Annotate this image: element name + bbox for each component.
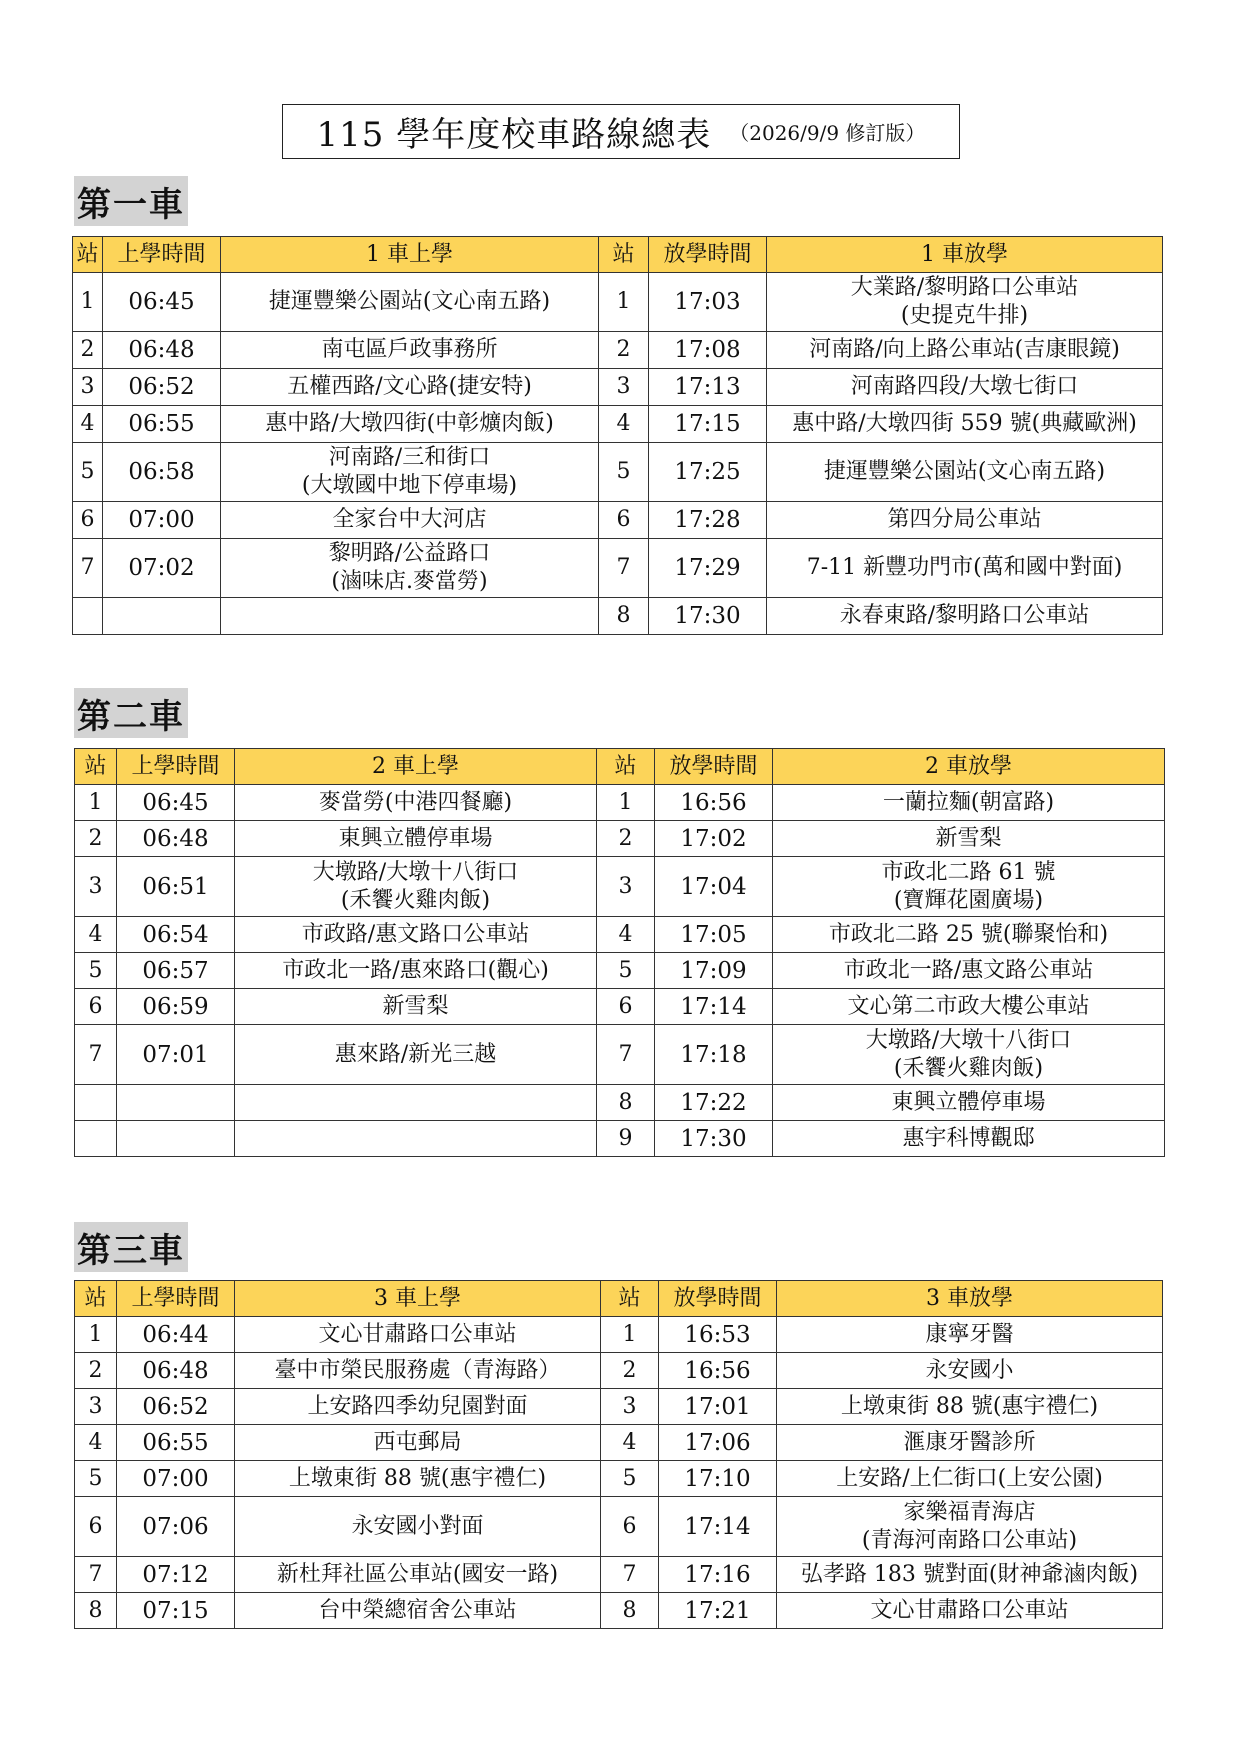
am-departure-time bbox=[117, 1121, 235, 1157]
bus-2-schedule-table bbox=[74, 748, 1165, 1157]
pm-stop-number: 5 bbox=[597, 953, 655, 989]
am-departure-time: 06:59 bbox=[117, 989, 235, 1025]
am-departure-time: 06:45 bbox=[117, 785, 235, 821]
am-departure-time: 07:00 bbox=[103, 502, 221, 539]
pm-stop-number: 4 bbox=[597, 917, 655, 953]
pm-stop-number: 5 bbox=[601, 1461, 659, 1497]
pm-departure-time: 17:01 bbox=[659, 1389, 777, 1425]
stop-name-line: 市政北一路/惠來路口(觀心) bbox=[282, 957, 549, 983]
stop-name-line: 黎明路/公益路口 bbox=[328, 541, 491, 566]
stop-name-line: 上安路四季幼兒園對面 bbox=[307, 1393, 528, 1419]
pm-stop-number: 2 bbox=[597, 821, 655, 857]
am-stop-number: 5 bbox=[75, 1461, 117, 1497]
pm-stop-number: 7 bbox=[599, 539, 649, 598]
document-title-box bbox=[282, 104, 960, 159]
table-row bbox=[73, 406, 1163, 443]
pm-stop-name bbox=[777, 1317, 1163, 1353]
am-departure-time: 06:48 bbox=[117, 1353, 235, 1389]
am-stop-name bbox=[235, 1121, 597, 1157]
station-header: 站 bbox=[73, 237, 103, 273]
pm-stop-name bbox=[767, 443, 1163, 502]
am-stop-name bbox=[235, 821, 597, 857]
stop-name-line: 台中榮總宿舍公車站 bbox=[318, 1597, 517, 1623]
am-stop-number: 6 bbox=[73, 502, 103, 539]
stop-name-line: 東興立體停車場 bbox=[891, 1089, 1046, 1115]
am-departure-time: 07:01 bbox=[117, 1025, 235, 1085]
am-departure-time: 06:51 bbox=[117, 857, 235, 917]
am-departure-time: 06:44 bbox=[117, 1317, 235, 1353]
pm-stop-number: 2 bbox=[599, 332, 649, 369]
pm-departure-time: 16:56 bbox=[655, 785, 773, 821]
station-header: 站 bbox=[75, 749, 117, 785]
am-stop-number bbox=[75, 1121, 117, 1157]
stop-name-line: 市政路/惠文路口公車站 bbox=[301, 921, 530, 947]
pm-stop-name bbox=[777, 1353, 1163, 1389]
table-row bbox=[75, 917, 1165, 953]
header-row bbox=[75, 749, 1165, 785]
pm-stop-number: 8 bbox=[601, 1593, 659, 1629]
pm-stop-number: 3 bbox=[601, 1389, 659, 1425]
am-departure-time: 06:52 bbox=[117, 1389, 235, 1425]
am-stop-number: 7 bbox=[75, 1557, 117, 1593]
am-departure-time: 07:15 bbox=[117, 1593, 235, 1629]
am-stop-name bbox=[221, 332, 599, 369]
pm-stop-number: 1 bbox=[599, 273, 649, 332]
revision-note: （2026/9/9 修訂版） bbox=[729, 121, 926, 145]
bus-3-label: 第三車 bbox=[74, 1222, 188, 1272]
pm-departure-time: 17:28 bbox=[649, 502, 767, 539]
stop-name-line: 一蘭拉麵(朝富路) bbox=[882, 789, 1055, 815]
bus-2-label: 第二車 bbox=[74, 688, 188, 738]
pm-departure-time: 17:30 bbox=[655, 1121, 773, 1157]
pm-stop-number: 8 bbox=[599, 598, 649, 635]
am-stop-number bbox=[73, 598, 103, 635]
stop-name-line: 捷運豐樂公園站(文心南五路) bbox=[823, 459, 1106, 484]
am-stop-number: 1 bbox=[75, 1317, 117, 1353]
am-stop-number: 2 bbox=[75, 1353, 117, 1389]
stop-name-line: 東興立體停車場 bbox=[338, 825, 493, 851]
am-stop-name bbox=[221, 598, 599, 635]
am-stop-name bbox=[235, 1461, 601, 1497]
stop-name-line: 新杜拜社區公車站(國安一路) bbox=[276, 1561, 559, 1587]
stop-name-line: 惠來路/新光三越 bbox=[334, 1041, 497, 1067]
am-departure-time: 06:54 bbox=[117, 917, 235, 953]
am-stop-number: 4 bbox=[73, 406, 103, 443]
table-row bbox=[75, 1353, 1163, 1389]
station-header: 站 bbox=[599, 237, 649, 273]
stop-name-line: (禾饗火雞肉飯) bbox=[340, 887, 491, 913]
pm-route-header: 2 車放學 bbox=[773, 749, 1165, 785]
pm-stop-number: 7 bbox=[597, 1025, 655, 1085]
pm-stop-name bbox=[773, 1085, 1165, 1121]
station-header: 站 bbox=[597, 749, 655, 785]
stop-name-line: (寶輝花園廣場) bbox=[893, 887, 1044, 913]
pm-stop-number: 7 bbox=[601, 1557, 659, 1593]
am-stop-number: 1 bbox=[75, 785, 117, 821]
am-stop-number: 3 bbox=[75, 1389, 117, 1425]
am-time-header: 上學時間 bbox=[103, 237, 221, 273]
pm-stop-name bbox=[773, 989, 1165, 1025]
stop-name-line: 永安國小對面 bbox=[351, 1513, 484, 1539]
am-stop-number: 2 bbox=[73, 332, 103, 369]
pm-stop-number: 2 bbox=[601, 1353, 659, 1389]
am-stop-number: 7 bbox=[73, 539, 103, 598]
pm-stop-number: 3 bbox=[597, 857, 655, 917]
pm-time-header: 放學時間 bbox=[655, 749, 773, 785]
am-stop-name bbox=[221, 273, 599, 332]
pm-departure-time: 17:30 bbox=[649, 598, 767, 635]
am-stop-number bbox=[75, 1085, 117, 1121]
stop-name-line: 永春東路/黎明路口公車站 bbox=[839, 603, 1090, 628]
am-departure-time: 06:57 bbox=[117, 953, 235, 989]
stop-name-line: 河南路/三和街口 bbox=[328, 445, 491, 470]
am-stop-number: 6 bbox=[75, 1497, 117, 1557]
pm-stop-name bbox=[767, 539, 1163, 598]
am-stop-number: 5 bbox=[73, 443, 103, 502]
stop-name-line: 康寧牙醫 bbox=[925, 1321, 1014, 1347]
am-stop-number: 5 bbox=[75, 953, 117, 989]
station-header: 站 bbox=[601, 1281, 659, 1317]
stop-name-line: 上安路/上仁街口(上安公園) bbox=[836, 1465, 1103, 1491]
stop-name-line: 滙康牙醫診所 bbox=[903, 1429, 1036, 1455]
am-stop-name bbox=[235, 1085, 597, 1121]
am-time-header: 上學時間 bbox=[117, 749, 235, 785]
am-departure-time: 07:00 bbox=[117, 1461, 235, 1497]
pm-departure-time: 17:16 bbox=[659, 1557, 777, 1593]
pm-departure-time: 17:03 bbox=[649, 273, 767, 332]
am-route-header: 3 車上學 bbox=[235, 1281, 601, 1317]
table-row bbox=[75, 857, 1165, 917]
am-stop-number: 7 bbox=[75, 1025, 117, 1085]
am-departure-time: 06:48 bbox=[117, 821, 235, 857]
pm-stop-number: 3 bbox=[599, 369, 649, 406]
am-stop-number: 3 bbox=[75, 857, 117, 917]
table-row bbox=[73, 539, 1163, 598]
pm-stop-name bbox=[777, 1593, 1163, 1629]
stop-name-line: 西屯郵局 bbox=[373, 1429, 462, 1455]
am-departure-time bbox=[103, 598, 221, 635]
pm-stop-name bbox=[767, 502, 1163, 539]
am-stop-number: 4 bbox=[75, 917, 117, 953]
table-row bbox=[73, 502, 1163, 539]
pm-stop-name bbox=[767, 598, 1163, 635]
am-stop-name bbox=[235, 1425, 601, 1461]
am-stop-name bbox=[235, 1497, 601, 1557]
am-departure-time: 06:55 bbox=[103, 406, 221, 443]
bus-1-label: 第一車 bbox=[74, 176, 188, 226]
am-stop-number: 6 bbox=[75, 989, 117, 1025]
am-stop-name bbox=[221, 406, 599, 443]
pm-stop-name bbox=[773, 953, 1165, 989]
table-row bbox=[75, 1317, 1163, 1353]
table-row bbox=[75, 953, 1165, 989]
am-stop-name bbox=[235, 857, 597, 917]
pm-stop-name bbox=[773, 1025, 1165, 1085]
stop-name-line: 文心甘肅路口公車站 bbox=[870, 1597, 1069, 1623]
stop-name-line: 家樂福青海店 bbox=[903, 1499, 1036, 1525]
pm-stop-number: 4 bbox=[599, 406, 649, 443]
stop-name-line: 惠宇科博觀邸 bbox=[902, 1125, 1035, 1151]
stop-name-line: (大墩國中地下停車場) bbox=[301, 473, 518, 498]
table-row bbox=[75, 1425, 1163, 1461]
table-row bbox=[73, 369, 1163, 406]
am-departure-time: 06:52 bbox=[103, 369, 221, 406]
am-departure-time: 06:55 bbox=[117, 1425, 235, 1461]
am-departure-time: 06:48 bbox=[103, 332, 221, 369]
stop-name-line: 南屯區戶政事務所 bbox=[321, 337, 498, 362]
am-stop-name bbox=[235, 1353, 601, 1389]
stop-name-line: 捷運豐樂公園站(文心南五路) bbox=[268, 289, 551, 314]
am-stop-name bbox=[235, 785, 597, 821]
header-row bbox=[73, 237, 1163, 273]
stop-name-line: 惠中路/大墩四街(中彰爌肉飯) bbox=[265, 411, 554, 436]
table-row bbox=[73, 273, 1163, 332]
am-time-header: 上學時間 bbox=[117, 1281, 235, 1317]
stop-name-line: 惠中路/大墩四街 559 號(典藏歐洲) bbox=[792, 411, 1137, 436]
pm-route-header: 1 車放學 bbox=[767, 237, 1163, 273]
stop-name-line: 市政北二路 25 號(聯聚怡和) bbox=[828, 921, 1109, 947]
stop-name-line: (史提克牛排) bbox=[900, 303, 1029, 328]
pm-departure-time: 17:14 bbox=[655, 989, 773, 1025]
table-row bbox=[75, 989, 1165, 1025]
pm-stop-name bbox=[773, 917, 1165, 953]
pm-departure-time: 17:22 bbox=[655, 1085, 773, 1121]
stop-name-line: 市政北一路/惠文路公車站 bbox=[843, 957, 1094, 983]
stop-name-line: 永安國小 bbox=[925, 1357, 1014, 1383]
am-stop-number: 2 bbox=[75, 821, 117, 857]
stop-name-line: 河南路四段/大墩七街口 bbox=[850, 374, 1079, 399]
pm-departure-time: 17:29 bbox=[649, 539, 767, 598]
am-stop-name bbox=[235, 1593, 601, 1629]
am-departure-time: 07:12 bbox=[117, 1557, 235, 1593]
pm-stop-number: 5 bbox=[599, 443, 649, 502]
pm-departure-time: 17:18 bbox=[655, 1025, 773, 1085]
stop-name-line: 大業路/黎明路口公車站 bbox=[850, 275, 1079, 300]
pm-stop-number: 6 bbox=[601, 1497, 659, 1557]
stop-name-line: 市政北二路 61 號 bbox=[881, 859, 1056, 885]
table-row bbox=[75, 1461, 1163, 1497]
am-departure-time bbox=[117, 1085, 235, 1121]
pm-stop-name bbox=[767, 273, 1163, 332]
stop-name-line: 臺中市榮民服務處（青海路） bbox=[274, 1357, 561, 1383]
stop-name-line: 上墩東街 88 號(惠宇禮仁) bbox=[840, 1393, 1099, 1419]
am-stop-name bbox=[221, 443, 599, 502]
am-stop-number: 8 bbox=[75, 1593, 117, 1629]
document-title: 115 學年度校車路線總表 bbox=[316, 115, 712, 155]
am-stop-name bbox=[221, 502, 599, 539]
table-row bbox=[75, 785, 1165, 821]
table-row bbox=[75, 1121, 1165, 1157]
am-stop-name bbox=[235, 917, 597, 953]
pm-stop-name bbox=[773, 785, 1165, 821]
bus-1-schedule-table bbox=[72, 236, 1163, 635]
pm-departure-time: 17:02 bbox=[655, 821, 773, 857]
am-route-header: 2 車上學 bbox=[235, 749, 597, 785]
am-stop-number: 4 bbox=[75, 1425, 117, 1461]
stop-name-line: 河南路/向上路公車站(吉康眼鏡) bbox=[809, 337, 1120, 362]
pm-departure-time: 17:05 bbox=[655, 917, 773, 953]
pm-departure-time: 17:08 bbox=[649, 332, 767, 369]
am-stop-name bbox=[221, 369, 599, 406]
am-stop-number: 1 bbox=[73, 273, 103, 332]
pm-route-header: 3 車放學 bbox=[777, 1281, 1163, 1317]
pm-stop-name bbox=[767, 406, 1163, 443]
table-row bbox=[75, 1593, 1163, 1629]
stop-name-line: (滷味店.麥當勞) bbox=[331, 569, 488, 594]
am-stop-name bbox=[235, 1557, 601, 1593]
pm-stop-name bbox=[773, 1121, 1165, 1157]
pm-stop-name bbox=[773, 857, 1165, 917]
pm-stop-number: 9 bbox=[597, 1121, 655, 1157]
stop-name-line: 大墩路/大墩十八街口 bbox=[312, 859, 519, 885]
pm-stop-name bbox=[777, 1461, 1163, 1497]
table-row bbox=[75, 1557, 1163, 1593]
table-row bbox=[75, 1085, 1165, 1121]
table-row bbox=[75, 1497, 1163, 1557]
pm-stop-name bbox=[777, 1389, 1163, 1425]
pm-departure-time: 17:13 bbox=[649, 369, 767, 406]
pm-stop-number: 1 bbox=[597, 785, 655, 821]
pm-stop-number: 8 bbox=[597, 1085, 655, 1121]
pm-departure-time: 17:15 bbox=[649, 406, 767, 443]
pm-stop-name bbox=[767, 332, 1163, 369]
stop-name-line: 大墩路/大墩十八街口 bbox=[865, 1027, 1072, 1053]
pm-departure-time: 17:21 bbox=[659, 1593, 777, 1629]
stop-name-line: 五權西路/文心路(捷安特) bbox=[287, 374, 532, 399]
pm-stop-name bbox=[777, 1557, 1163, 1593]
stop-name-line: 文心第二市政大樓公車站 bbox=[847, 993, 1090, 1019]
pm-departure-time: 17:09 bbox=[655, 953, 773, 989]
table-row bbox=[75, 1025, 1165, 1085]
stop-name-line: 新雪梨 bbox=[382, 993, 449, 1019]
pm-stop-number: 4 bbox=[601, 1425, 659, 1461]
pm-stop-name bbox=[773, 821, 1165, 857]
stop-name-line: (青海河南路口公車站) bbox=[861, 1527, 1078, 1553]
am-route-header: 1 車上學 bbox=[221, 237, 599, 273]
table-row bbox=[73, 598, 1163, 635]
pm-departure-time: 16:56 bbox=[659, 1353, 777, 1389]
table-row bbox=[75, 821, 1165, 857]
pm-stop-number: 6 bbox=[599, 502, 649, 539]
pm-departure-time: 17:04 bbox=[655, 857, 773, 917]
pm-time-header: 放學時間 bbox=[659, 1281, 777, 1317]
pm-stop-name bbox=[777, 1497, 1163, 1557]
pm-stop-number: 1 bbox=[601, 1317, 659, 1353]
stop-name-line: 文心甘肅路口公車站 bbox=[318, 1321, 517, 1347]
pm-stop-name bbox=[767, 369, 1163, 406]
table-row bbox=[73, 443, 1163, 502]
am-departure-time: 06:45 bbox=[103, 273, 221, 332]
pm-departure-time: 17:14 bbox=[659, 1497, 777, 1557]
am-departure-time: 07:02 bbox=[103, 539, 221, 598]
pm-time-header: 放學時間 bbox=[649, 237, 767, 273]
am-stop-name bbox=[235, 989, 597, 1025]
stop-name-line: 上墩東街 88 號(惠宇禮仁) bbox=[288, 1465, 547, 1491]
stop-name-line: 第四分局公車站 bbox=[887, 507, 1042, 532]
am-departure-time: 06:58 bbox=[103, 443, 221, 502]
stop-name-line: 麥當勞(中港四餐廳) bbox=[318, 789, 513, 815]
pm-stop-name bbox=[777, 1425, 1163, 1461]
am-stop-name bbox=[235, 953, 597, 989]
stop-name-line: (禾饗火雞肉飯) bbox=[893, 1055, 1044, 1081]
stop-name-line: 新雪梨 bbox=[935, 825, 1002, 851]
stop-name-line: 全家台中大河店 bbox=[332, 507, 487, 532]
pm-departure-time: 17:25 bbox=[649, 443, 767, 502]
pm-departure-time: 17:10 bbox=[659, 1461, 777, 1497]
bus-3-schedule-table bbox=[74, 1280, 1163, 1629]
am-stop-name bbox=[235, 1025, 597, 1085]
am-stop-name bbox=[221, 539, 599, 598]
station-header: 站 bbox=[75, 1281, 117, 1317]
table-row bbox=[73, 332, 1163, 369]
pm-departure-time: 17:06 bbox=[659, 1425, 777, 1461]
pm-stop-number: 6 bbox=[597, 989, 655, 1025]
am-stop-number: 3 bbox=[73, 369, 103, 406]
table-row bbox=[75, 1389, 1163, 1425]
am-departure-time: 07:06 bbox=[117, 1497, 235, 1557]
stop-name-line: 弘孝路 183 號對面(財神爺滷肉飯) bbox=[800, 1561, 1139, 1587]
am-stop-name bbox=[235, 1317, 601, 1353]
pm-departure-time: 16:53 bbox=[659, 1317, 777, 1353]
stop-name-line: 7-11 新豐功門市(萬和國中對面) bbox=[806, 555, 1123, 580]
am-stop-name bbox=[235, 1389, 601, 1425]
header-row bbox=[75, 1281, 1163, 1317]
